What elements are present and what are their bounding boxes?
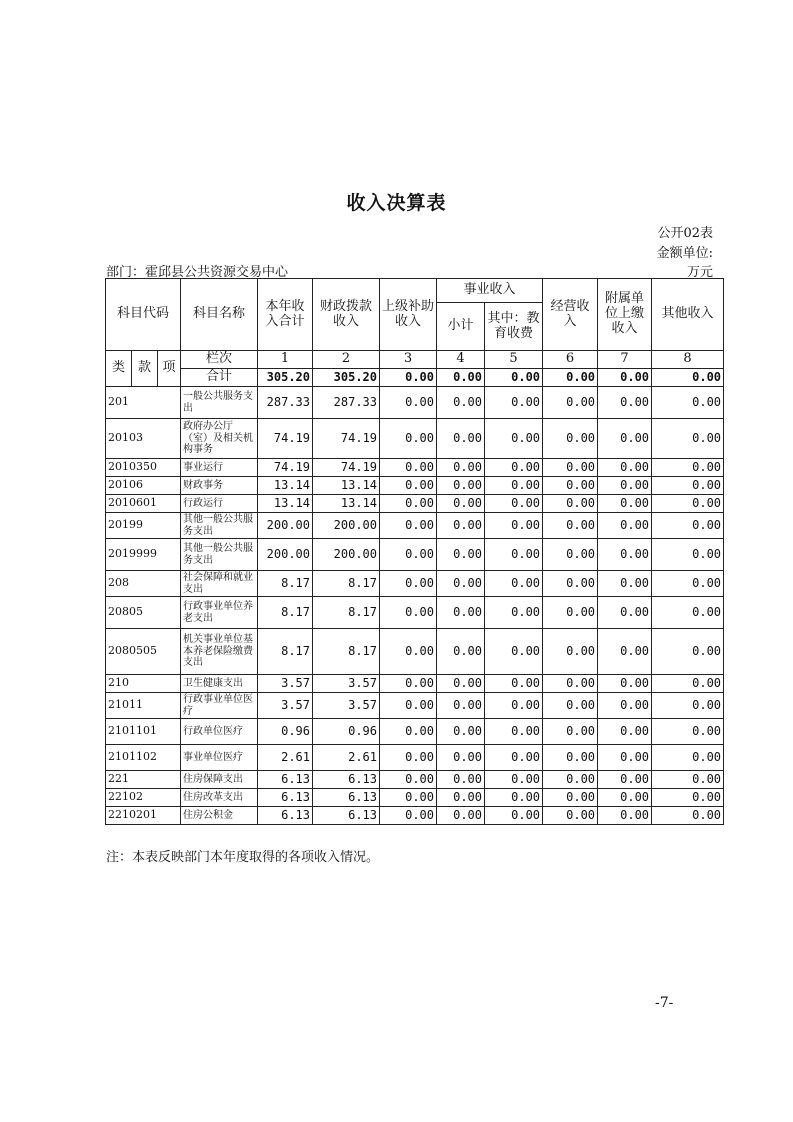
- table-row: [106, 571, 724, 597]
- row-value: 0.00: [485, 477, 543, 495]
- row-value: 0.00: [543, 719, 598, 745]
- table-row: [106, 629, 724, 675]
- row-value: 74.19: [313, 419, 380, 459]
- row-value: 0.00: [380, 807, 437, 825]
- row-code: 210: [106, 675, 181, 693]
- row-value: 13.14: [313, 495, 380, 513]
- row-value: 0.00: [380, 477, 437, 495]
- table-row: [106, 693, 724, 719]
- row-value: 0.00: [437, 513, 485, 539]
- row-code: 20106: [106, 477, 181, 495]
- row-value: 0.00: [380, 745, 437, 771]
- row-value: 0.00: [380, 675, 437, 693]
- row-value: 0.00: [598, 477, 652, 495]
- row-value: 8.17: [313, 571, 380, 597]
- row-value: 0.96: [258, 719, 313, 745]
- row-value: 0.00: [485, 597, 543, 629]
- row-value: 0.00: [543, 571, 598, 597]
- row-value: 8.17: [313, 597, 380, 629]
- row-value: 13.14: [258, 477, 313, 495]
- header-col4: 小计: [437, 303, 485, 351]
- row-name: 其他一般公共服务支出: [181, 513, 258, 539]
- row-name: 政府办公厅（室）及相关机构事务: [181, 419, 258, 459]
- total-value: 0.00: [598, 369, 652, 387]
- amount-unit-label: 金额单位:: [656, 246, 713, 261]
- row-name: 事业运行: [181, 459, 258, 477]
- row-value: 0.00: [485, 675, 543, 693]
- row-value: 0.00: [598, 539, 652, 571]
- row-value: 8.17: [313, 629, 380, 675]
- row-value: 0.00: [598, 693, 652, 719]
- total-value: 0.00: [380, 369, 437, 387]
- total-value: 0.00: [652, 369, 724, 387]
- row-value: 2.61: [313, 745, 380, 771]
- row-value: 0.00: [543, 745, 598, 771]
- department-label: 部门：霍邱县公共资源交易中心: [106, 265, 289, 280]
- row-name: 住房公积金: [181, 807, 258, 825]
- header-col5: 其中：教育收费: [485, 303, 543, 351]
- table-body: [106, 387, 724, 825]
- header-shiye: 事业收入: [437, 279, 543, 303]
- table-row: [106, 419, 724, 459]
- row-name: 其他一般公共服务支出: [181, 539, 258, 571]
- table-row: [106, 745, 724, 771]
- row-code: 2210201: [106, 807, 181, 825]
- row-value: 0.00: [485, 539, 543, 571]
- total-value: 0.00: [485, 369, 543, 387]
- row-value: 0.00: [652, 495, 724, 513]
- row-value: 0.00: [598, 629, 652, 675]
- row-value: 200.00: [258, 539, 313, 571]
- row-value: 0.00: [543, 629, 598, 675]
- row-value: 0.00: [485, 771, 543, 789]
- row-value: 0.00: [652, 477, 724, 495]
- table-row: [106, 597, 724, 629]
- row-value: 0.00: [652, 693, 724, 719]
- row-value: 13.14: [258, 495, 313, 513]
- row-value: 0.00: [652, 789, 724, 807]
- row-value: 0.00: [652, 539, 724, 571]
- row-value: 0.00: [598, 387, 652, 419]
- col-num-2: 2: [313, 351, 380, 369]
- row-value: 8.17: [258, 571, 313, 597]
- row-value: 0.00: [485, 807, 543, 825]
- row-value: 8.17: [258, 629, 313, 675]
- row-value: 0.00: [652, 597, 724, 629]
- row-name: 财政事务: [181, 477, 258, 495]
- table-row: [106, 807, 724, 825]
- row-value: 0.00: [485, 571, 543, 597]
- row-value: 0.00: [543, 675, 598, 693]
- row-name: 住房保障支出: [181, 771, 258, 789]
- page-title: 收入决算表: [346, 192, 447, 214]
- row-value: 0.00: [380, 459, 437, 477]
- row-value: 8.17: [258, 597, 313, 629]
- header-col8: 其他收入: [652, 279, 724, 351]
- row-value: 0.00: [437, 495, 485, 513]
- row-code: 2010350: [106, 459, 181, 477]
- row-value: 74.19: [258, 459, 313, 477]
- row-value: 0.00: [437, 771, 485, 789]
- row-code: 2080505: [106, 629, 181, 675]
- row-value: 6.13: [313, 789, 380, 807]
- row-value: 0.00: [543, 419, 598, 459]
- row-name: 一般公共服务支出: [181, 387, 258, 419]
- row-value: 13.14: [313, 477, 380, 495]
- row-value: 287.33: [313, 387, 380, 419]
- row-name: 卫生健康支出: [181, 675, 258, 693]
- row-value: 0.00: [380, 419, 437, 459]
- row-value: 74.19: [313, 459, 380, 477]
- row-value: 6.13: [258, 789, 313, 807]
- row-value: 0.00: [380, 719, 437, 745]
- row-value: 0.00: [380, 771, 437, 789]
- row-code: 201: [106, 387, 181, 419]
- row-value: 0.00: [437, 419, 485, 459]
- row-value: 0.00: [485, 513, 543, 539]
- row-value: 0.00: [437, 789, 485, 807]
- header-col7: 附属单位上缴收入: [598, 279, 652, 351]
- row-value: 0.00: [380, 789, 437, 807]
- row-value: 0.00: [598, 419, 652, 459]
- row-code: 22102: [106, 789, 181, 807]
- row-value: 6.13: [258, 807, 313, 825]
- row-value: 0.00: [652, 771, 724, 789]
- total-value: 305.20: [258, 369, 313, 387]
- row-value: 0.00: [543, 789, 598, 807]
- header-subject-name: 科目名称: [181, 279, 258, 351]
- row-value: 0.00: [380, 387, 437, 419]
- row-value: 0.00: [598, 789, 652, 807]
- row-value: 0.00: [598, 719, 652, 745]
- row-value: 0.00: [437, 719, 485, 745]
- row-value: 0.00: [437, 807, 485, 825]
- row-value: 6.13: [313, 807, 380, 825]
- col-num-6: 6: [543, 351, 598, 369]
- header-subject-code: 科目代码: [106, 279, 181, 351]
- total-value: 0.00: [437, 369, 485, 387]
- col-num-1: 1: [258, 351, 313, 369]
- row-value: 0.00: [652, 807, 724, 825]
- table-row: [106, 477, 724, 495]
- amount-unit-value: 万元: [686, 265, 713, 280]
- table-row: [106, 719, 724, 745]
- row-name: 行政运行: [181, 495, 258, 513]
- table-note: 注：本表反映部门本年度取得的各项收入情况。: [106, 850, 380, 865]
- row-value: 0.00: [380, 693, 437, 719]
- row-value: 0.00: [598, 571, 652, 597]
- row-value: 6.13: [258, 771, 313, 789]
- row-value: 0.00: [598, 807, 652, 825]
- row-value: 0.96: [313, 719, 380, 745]
- row-value: 0.00: [543, 539, 598, 571]
- row-value: 0.00: [437, 675, 485, 693]
- row-value: 3.57: [313, 675, 380, 693]
- row-value: 0.00: [543, 495, 598, 513]
- row-value: 287.33: [258, 387, 313, 419]
- row-code: 2101102: [106, 745, 181, 771]
- row-value: 0.00: [437, 745, 485, 771]
- row-value: 0.00: [598, 597, 652, 629]
- form-code: 公开02表: [657, 226, 713, 241]
- row-value: 3.57: [258, 693, 313, 719]
- row-value: 0.00: [380, 597, 437, 629]
- header-col6: 经营收入: [543, 279, 598, 351]
- header-lei: 类: [106, 351, 132, 387]
- row-code: 20805: [106, 597, 181, 629]
- row-code: 221: [106, 771, 181, 789]
- table-row: [106, 771, 724, 789]
- row-value: 0.00: [543, 771, 598, 789]
- col-num-3: 3: [380, 351, 437, 369]
- row-value: 0.00: [543, 807, 598, 825]
- row-name: 行政事业单位养老支出: [181, 597, 258, 629]
- header-heji: 合计: [181, 369, 258, 387]
- row-value: 0.00: [543, 597, 598, 629]
- row-value: 0.00: [437, 387, 485, 419]
- row-value: 0.00: [598, 745, 652, 771]
- row-value: 200.00: [313, 513, 380, 539]
- row-value: 0.00: [437, 539, 485, 571]
- row-code: 208: [106, 571, 181, 597]
- row-value: 0.00: [652, 675, 724, 693]
- row-value: 0.00: [437, 693, 485, 719]
- total-value: 305.20: [313, 369, 380, 387]
- row-value: 0.00: [380, 513, 437, 539]
- row-value: 0.00: [380, 495, 437, 513]
- row-name: 行政事业单位医疗: [181, 693, 258, 719]
- table-row: [106, 789, 724, 807]
- total-value: 0.00: [543, 369, 598, 387]
- row-value: 0.00: [437, 571, 485, 597]
- row-name: 事业单位医疗: [181, 745, 258, 771]
- income-table: [105, 278, 724, 825]
- row-value: 0.00: [437, 477, 485, 495]
- row-value: 0.00: [437, 459, 485, 477]
- row-value: 0.00: [543, 477, 598, 495]
- table-row: [106, 539, 724, 571]
- col-num-5: 5: [485, 351, 543, 369]
- row-value: 3.57: [258, 675, 313, 693]
- row-value: 0.00: [485, 693, 543, 719]
- row-value: 0.00: [543, 513, 598, 539]
- row-value: 0.00: [652, 571, 724, 597]
- row-value: 0.00: [652, 387, 724, 419]
- row-value: 0.00: [652, 629, 724, 675]
- header-lanci: 栏次: [181, 351, 258, 369]
- row-name: 机关事业单位基本养老保险缴费支出: [181, 629, 258, 675]
- row-code: 2019999: [106, 539, 181, 571]
- page-number: -7-: [655, 995, 674, 1011]
- header-col3: 上级补助收入: [380, 279, 437, 351]
- row-value: 74.19: [258, 419, 313, 459]
- row-value: 0.00: [598, 771, 652, 789]
- row-value: 0.00: [485, 495, 543, 513]
- row-value: 0.00: [485, 459, 543, 477]
- col-num-8: 8: [652, 351, 724, 369]
- row-value: 200.00: [313, 539, 380, 571]
- row-code: 2101101: [106, 719, 181, 745]
- row-name: 社会保障和就业支出: [181, 571, 258, 597]
- header-kuan: 款: [132, 351, 158, 387]
- header-col2: 财政拨款收入: [313, 279, 380, 351]
- table-row: [106, 495, 724, 513]
- row-name: 住房改革支出: [181, 789, 258, 807]
- row-value: 0.00: [437, 629, 485, 675]
- row-code: 21011: [106, 693, 181, 719]
- row-value: 0.00: [485, 789, 543, 807]
- table-row: [106, 513, 724, 539]
- row-value: 0.00: [652, 419, 724, 459]
- col-num-4: 4: [437, 351, 485, 369]
- table-row: [106, 459, 724, 477]
- row-value: 0.00: [485, 419, 543, 459]
- header-xiang: 项: [158, 351, 181, 387]
- table-row: [106, 387, 724, 419]
- row-value: 0.00: [380, 629, 437, 675]
- row-value: 0.00: [652, 459, 724, 477]
- row-value: 2.61: [258, 745, 313, 771]
- row-value: 0.00: [437, 597, 485, 629]
- col-num-7: 7: [598, 351, 652, 369]
- row-value: 0.00: [485, 629, 543, 675]
- row-value: 0.00: [652, 745, 724, 771]
- row-value: 0.00: [598, 495, 652, 513]
- row-value: 0.00: [598, 513, 652, 539]
- row-value: 0.00: [543, 459, 598, 477]
- row-value: 0.00: [380, 571, 437, 597]
- row-value: 0.00: [652, 513, 724, 539]
- row-value: 200.00: [258, 513, 313, 539]
- row-value: 0.00: [543, 693, 598, 719]
- row-value: 0.00: [598, 459, 652, 477]
- row-code: 20103: [106, 419, 181, 459]
- row-value: 3.57: [313, 693, 380, 719]
- row-value: 0.00: [380, 539, 437, 571]
- row-code: 20199: [106, 513, 181, 539]
- total-row: [106, 369, 724, 387]
- row-value: 0.00: [652, 719, 724, 745]
- row-name: 行政单位医疗: [181, 719, 258, 745]
- row-value: 0.00: [485, 387, 543, 419]
- row-value: 0.00: [485, 745, 543, 771]
- row-value: 0.00: [543, 387, 598, 419]
- row-code: 2010601: [106, 495, 181, 513]
- row-value: 0.00: [485, 719, 543, 745]
- table-row: [106, 675, 724, 693]
- row-value: 6.13: [313, 771, 380, 789]
- header-col1: 本年收入合计: [258, 279, 313, 351]
- row-value: 0.00: [598, 675, 652, 693]
